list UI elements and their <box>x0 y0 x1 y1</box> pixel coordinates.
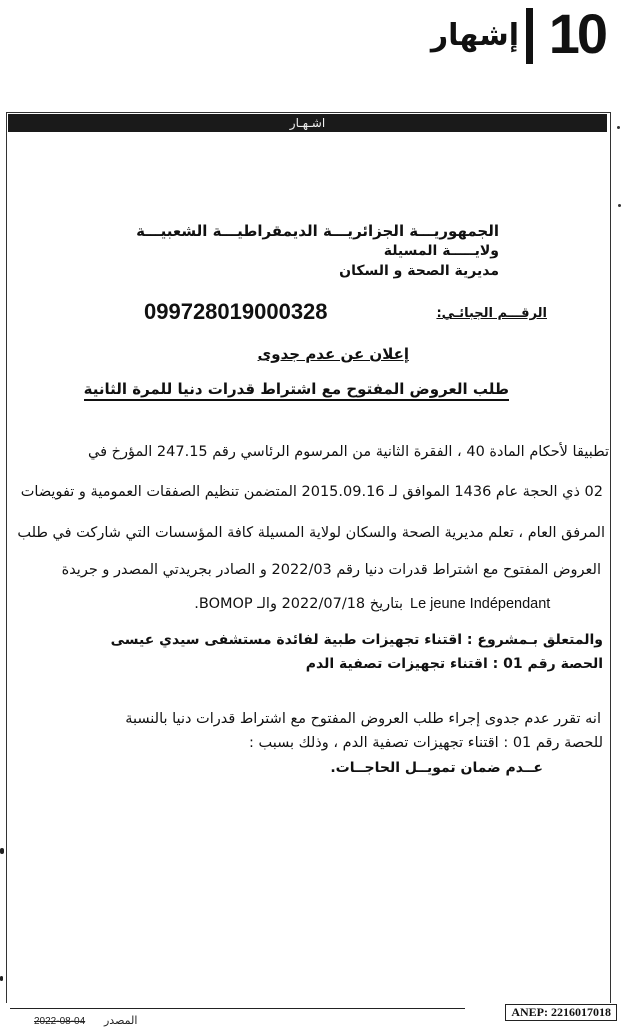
anep-reference: ANEP: 2216017018 <box>505 1004 617 1021</box>
project-lot: الحصة رقم 01 : اقتناء تجهيزات تصفية الدم <box>305 656 603 672</box>
page-number: 10 <box>548 2 605 65</box>
republic-title: الجمهوريـــة الجزائريـــة الديمقراطيـــة الشعبيـــة <box>136 222 499 240</box>
footer-date: 2022-08-04 <box>34 1016 86 1027</box>
footer-paper-name: المصدر <box>104 1014 138 1027</box>
header-separator <box>526 8 533 64</box>
directorate-title: مديرية الصحة و السكان <box>339 263 499 279</box>
body-line-3: المرفق العام ، تعلم مديرية الصحة والسكان لولاية المسيلة كافة المؤسسات التي شاركت في طلب <box>17 525 605 541</box>
scan-dot <box>618 204 621 207</box>
reference-number: 099728019000328 <box>144 299 328 324</box>
wilaya-title: ولايـــــة المسيلة <box>383 243 499 259</box>
ad-frame <box>6 112 611 1003</box>
project-line-1: والمتعلق بـمشروع : اقتناء تجهيزات طبية لفائدة مستشفى سيدي عيسى <box>110 632 603 648</box>
section-title: إشهار <box>430 18 519 53</box>
decision-reason: عــدم ضمان تمويــل الحاجــات. <box>330 760 543 776</box>
notice-title: إعلان عن عدم جدوى <box>257 345 409 363</box>
body-line-5-french: Le jeune Indépendant <box>410 596 551 612</box>
reference-label: الرقـــم الجبائـي: <box>436 306 547 321</box>
binding-mark <box>0 976 3 981</box>
body-line-2: 02 ذي الحجة عام 1436 الموافق لـ 2015.09.16 المتضمن تنظيم الصفقات العمومية و تفويضات <box>20 484 603 500</box>
notice-subtitle: طلب العروض المفتوح مع اشتراط قدرات دنيا للمرة الثانية <box>84 380 509 401</box>
decision-line-1: انه تقرر عدم جدوى إجراء طلب العروض المفتوح مع اشتراط قدرات دنيا بالنسبة <box>125 711 601 727</box>
decision-line-2: للحصة رقم 01 : اقتناء تجهيزات تصفية الدم ، وذلك بسبب : <box>248 735 603 751</box>
scan-dot <box>617 126 620 129</box>
body-line-4: العروض المفتوح مع اشتراط قدرات دنيا رقم 2022/03 و الصادر بجريدتي المصدر و جريدة <box>61 562 601 578</box>
ad-banner: اشـهـار <box>8 114 607 132</box>
binding-mark <box>0 848 4 854</box>
footer-rule <box>10 1008 465 1009</box>
body-line-1: تطبيقا لأحكام المادة 40 ، الفقرة الثانية من المرسوم الرئاسي رقم 247.15 المؤرخ في <box>88 444 609 460</box>
body-line-5-arabic: بتاريخ 2022/07/18 والـ BOMOP. <box>194 596 403 612</box>
